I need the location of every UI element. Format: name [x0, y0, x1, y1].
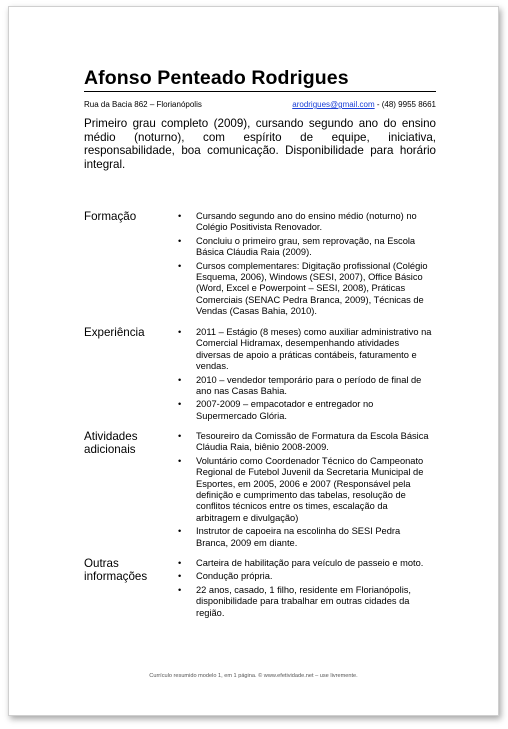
bullet-icon: •	[178, 260, 182, 271]
list-item: • 2011 – Estágio (8 meses) como auxiliar administrativo na Comercial Hidramax, desempenhando atividades diversas de apoio a práticas contábeis, faturamento e vendas.	[178, 327, 432, 372]
list-outras	[178, 558, 432, 621]
list-item: • Concluiu o primeiro grau, sem reprovação, na Escola Básica Cláudia Raia (2009).	[178, 235, 416, 258]
bullet-icon: •	[178, 558, 182, 568]
list-experiencia	[178, 327, 432, 424]
section-label-experiencia: Experiência	[84, 326, 145, 339]
email-link[interactable]: arodrigues@gmail.com	[292, 100, 375, 109]
address: Rua da Bacia 862 – Florianópolis	[84, 100, 202, 109]
bullet-icon: •	[178, 399, 182, 410]
bullet-icon: •	[178, 584, 182, 595]
bullet-icon: •	[178, 235, 182, 246]
section-label-formacao: Formação	[84, 210, 137, 223]
list-item: • Condução própria.	[178, 571, 273, 582]
bullet-icon: •	[178, 455, 182, 466]
contact-right	[292, 100, 436, 109]
list-atividades	[178, 431, 432, 551]
resume-page	[8, 6, 499, 716]
phone-number: (48) 9955 8661	[381, 100, 436, 109]
list-item: • 22 anos, casado, 1 filho, residente em Florianópolis, disponibilidade para trabalhar em outras cidades da região.	[178, 584, 411, 618]
list-item: • Cursos complementares: Digitação profissional (Colégio Esquema, 2006), Windows (SESI, 2007), Office Básico (Word, Excel e Powerpoint – SESI, 2008), Práticas Comerciais (SENAC Pedra Branca, 2009), Técnicas de Vendas (Casas Bahia, 2010).	[178, 260, 428, 317]
list-item: • 2007-2009 – empacotador e entregador no Supermercado Glória.	[178, 399, 374, 421]
footer-note: Currículo resumido modelo 1, em 1 página. © www.efetividade.net – use livremente.	[149, 673, 358, 679]
list-item: • Tesoureiro da Comissão de Formatura da Escola Básica Cláudia Raia, biênio 2008-2009.	[178, 431, 429, 453]
candidate-name: Afonso Penteado Rodrigues	[84, 67, 349, 89]
bullet-icon: •	[178, 327, 182, 337]
list-item: • Carteira de habilitação para veículo de passeio e moto.	[178, 558, 424, 568]
list-formacao	[178, 211, 432, 320]
phone-separator: -	[374, 100, 382, 109]
section-label-outras: Outras informações	[84, 557, 148, 583]
summary-paragraph: Primeiro grau completo (2009), cursando segundo ano do ensino médio (noturno), com espírito de equipe, iniciativa, responsabilidade, boa comunicação. Disponibilidade para horário integral.	[84, 117, 436, 171]
bullet-icon: •	[178, 526, 182, 537]
bullet-icon: •	[178, 571, 182, 582]
section-label-atividades: Atividades adicionais	[84, 430, 138, 456]
list-item: • Voluntário como Coordenador Técnico do Campeonato Regional de Futebol Juvenil da Secretaria Municipal de Esportes, em 2005, 2006 e 2007 (Responsável pela definição e cumprimento das tabelas, resolução de conflitos técnicos entre os times, escalação da arbitragem e divulgação)	[178, 455, 424, 523]
list-item: • Instrutor de capoeira na escolinha do SESI Pedra Branca, 2009 em diante.	[178, 526, 401, 548]
bullet-icon: •	[178, 374, 182, 385]
bullet-icon: •	[178, 431, 182, 441]
header-rule	[84, 91, 436, 92]
bullet-icon: •	[178, 211, 182, 221]
list-item: • Cursando segundo ano do ensino médio (noturno) no Colégio Positivista Renovador.	[178, 211, 417, 233]
list-item: • 2010 – vendedor temporário para o período de final de ano nas Casas Bahia.	[178, 374, 422, 397]
